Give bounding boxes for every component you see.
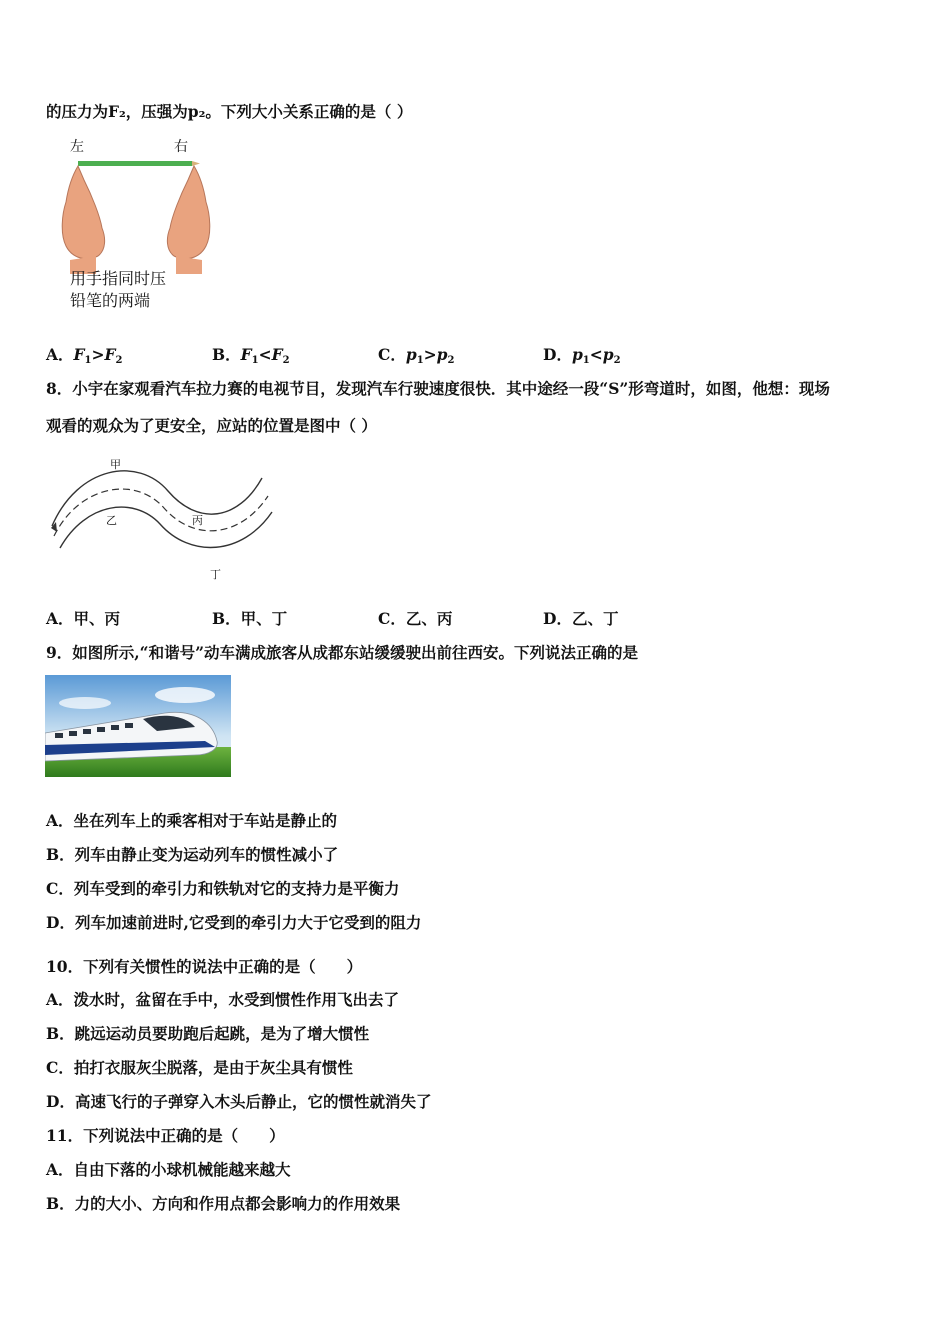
label-bing: 丙: [192, 514, 203, 527]
q8-option-b[interactable]: B．甲、丁: [212, 609, 288, 628]
figure-caption-line1: 用手指同时压: [70, 269, 167, 288]
q7-option-b[interactable]: B．$F_1<F_2$: [212, 345, 290, 366]
s-curve-road-diagram: [48, 456, 276, 582]
q7-option-d[interactable]: D．$p_1<p_2$: [543, 345, 621, 366]
q8-option-a[interactable]: A．甲、丙: [46, 609, 121, 628]
q11-stem: 11．下列说法中正确的是（ ）: [46, 1126, 285, 1145]
figure-label-left: 左: [70, 139, 84, 155]
s-curve-figure: [48, 456, 276, 582]
q10-option-b[interactable]: B．跳远运动员要助跑后起跳，是为了增大惯性: [46, 1024, 370, 1043]
q8-option-c[interactable]: C．乙、丙: [378, 609, 453, 628]
q11-option-b[interactable]: B．力的大小、方向和作用点都会影响力的作用效果: [46, 1194, 401, 1213]
q7-option-a[interactable]: A．$F_1>F_2$: [46, 345, 123, 366]
q7-intro: 的压力为F₂，压强为p₂。下列大小关系正确的是（ ）: [46, 102, 413, 121]
q8-stem-line2: 观看的观众为了更安全，应站的位置是图中（ ）: [46, 416, 377, 435]
q9-option-c[interactable]: C．列车受到的牵引力和铁轨对它的支持力是平衡力: [46, 879, 400, 898]
label-ding: 丁: [210, 568, 221, 581]
q9-option-a[interactable]: A．坐在列车上的乘客相对于车站是静止的: [46, 811, 338, 830]
q9-stem: 9．如图所示,“和谐号”动车满成旅客从成都东站缓缓驶出前往西安。下列说法正确的是: [46, 643, 639, 662]
figure-label-right: 右: [174, 139, 188, 155]
q8-option-d[interactable]: D．乙、丁: [543, 609, 619, 628]
q10-option-a[interactable]: A．泼水时，盆留在手中，水受到惯性作用飞出去了: [46, 990, 400, 1009]
q11-option-a[interactable]: A．自由下落的小球机械能越来越大: [46, 1160, 291, 1179]
q10-option-d[interactable]: D．高速飞行的子弹穿入木头后静止，它的惯性就消失了: [46, 1092, 432, 1111]
high-speed-train-image: [45, 675, 231, 777]
label-yi: 乙: [106, 514, 117, 527]
q7-option-c[interactable]: C．$p_1>p_2$: [378, 345, 455, 366]
q9-option-b[interactable]: B．列车由静止变为运动列车的惯性减小了: [46, 845, 339, 864]
label-jia: 甲: [110, 458, 121, 471]
q10-option-c[interactable]: C．拍打衣服灰尘脱落，是由于灰尘具有惯性: [46, 1058, 353, 1077]
train-photo: [45, 675, 231, 777]
q9-option-d[interactable]: D．列车加速前进时,它受到的牵引力大于它受到的阻力: [46, 913, 422, 932]
figure-caption-line2: 铅笔的两端: [70, 291, 151, 310]
q10-stem: 10．下列有关惯性的说法中正确的是（ ）: [46, 957, 363, 976]
pencil-fingers-figure: [56, 134, 216, 314]
q8-stem-line1: 8．小宇在家观看汽车拉力赛的电视节目，发现汽车行驶速度很快．其中途经一段“S”形弯道时，如图，他想：现场: [46, 379, 830, 398]
